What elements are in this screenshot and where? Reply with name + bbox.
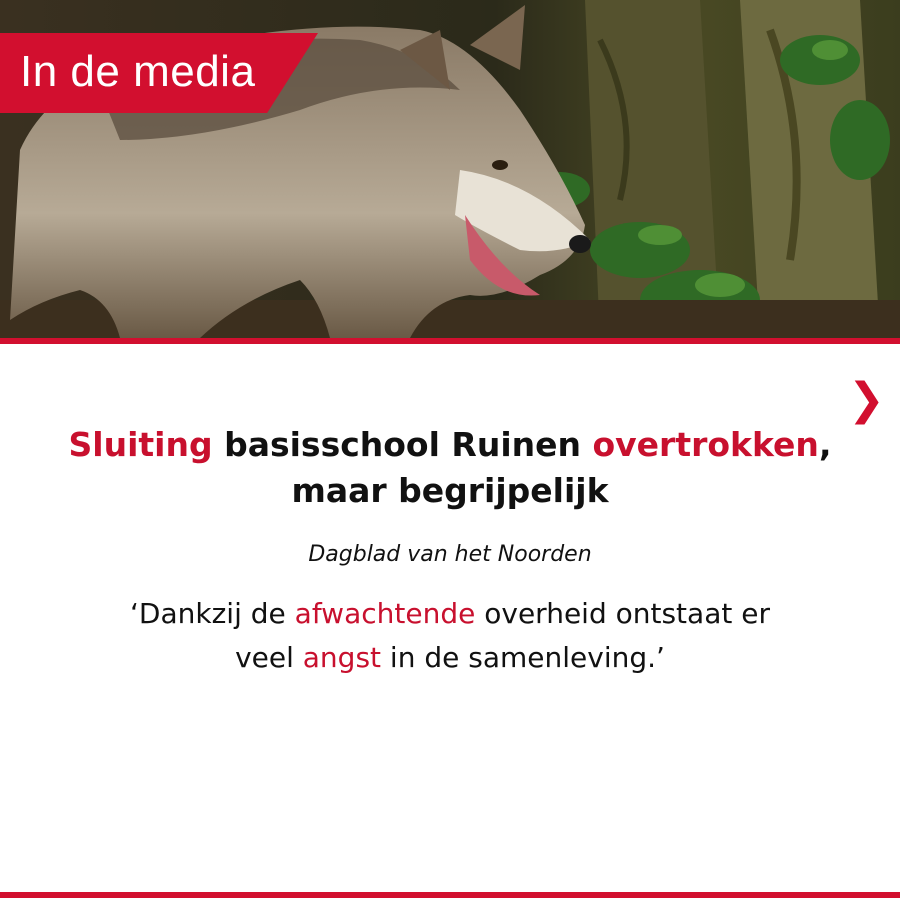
quote-highlight-1: afwachtende	[294, 597, 476, 630]
category-label: In de media	[20, 47, 256, 96]
quote-text-3: veel	[235, 641, 303, 674]
headline-text-1: basisschool Ruinen	[212, 425, 593, 464]
bottom-divider	[0, 892, 900, 898]
headline	[40, 422, 860, 514]
quote-text-4: in de samenleving.’	[381, 641, 665, 674]
chevron-right-icon[interactable]: ❯	[848, 374, 885, 425]
source-name: Dagblad van het Noorden	[308, 542, 592, 567]
headline-text-2: ,	[818, 425, 832, 464]
quote	[60, 592, 840, 680]
headline-highlight-2: overtrokken	[592, 425, 819, 464]
quote-text-1: ‘Dankzij de	[130, 597, 295, 630]
quote-text-2: overheid ontstaat er	[475, 597, 770, 630]
quote-highlight-2: angst	[302, 641, 382, 674]
headline-line-2: maar begrijpelijk	[291, 471, 609, 510]
headline-highlight-1: Sluiting	[68, 425, 213, 464]
hero-divider	[0, 338, 900, 344]
